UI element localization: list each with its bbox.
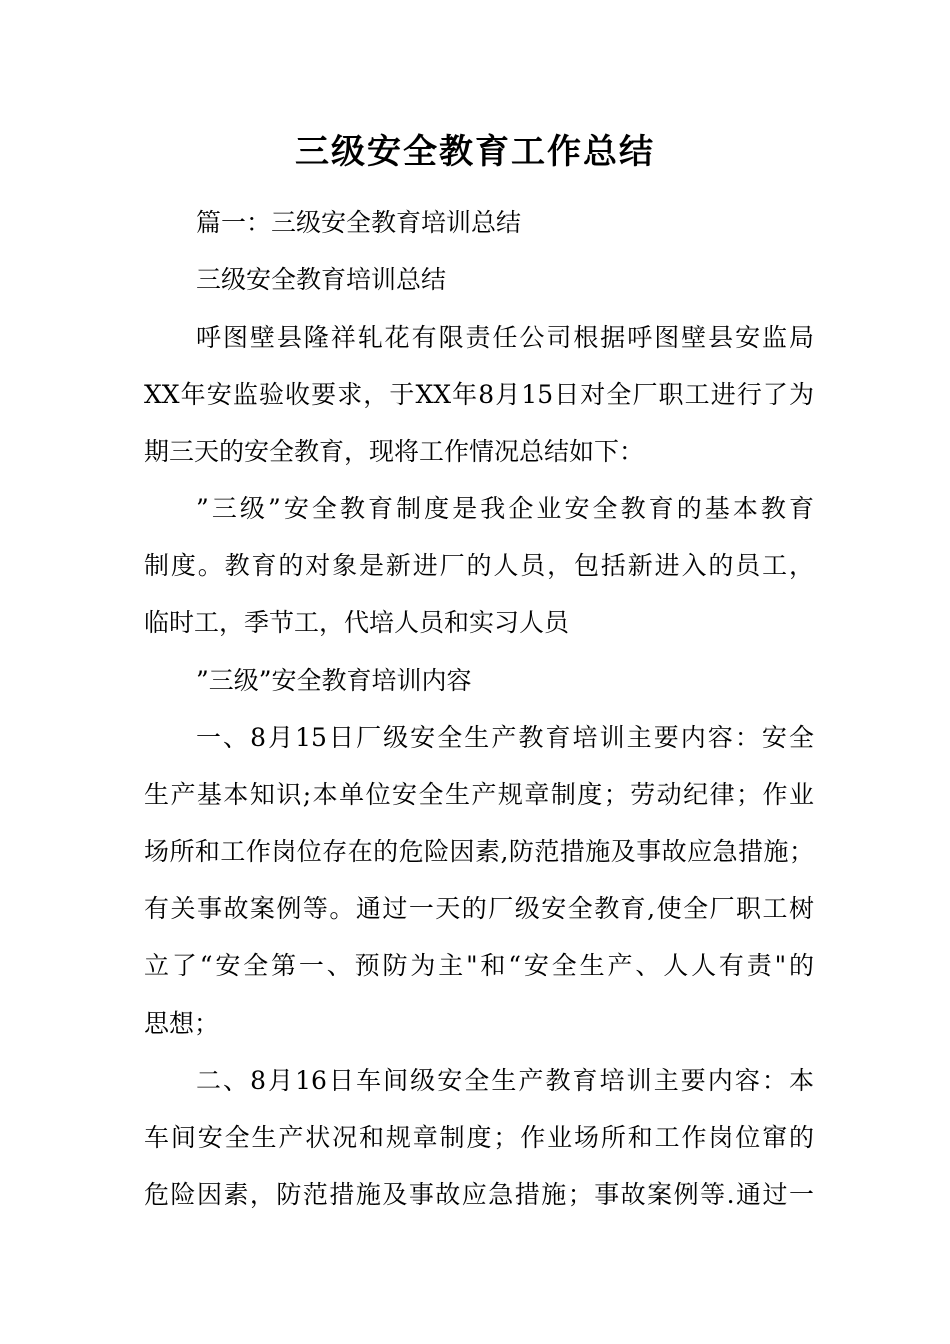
paragraph-4-line-1: 二、8月16日车间级安全生产教育培训主要内容：本 [196,1066,814,1095]
section-heading-1: 篇一：三级安全教育培训总结 [196,208,522,237]
paragraph-2-line-2: 制度。教育的对象是新进厂的人员，包括新进入的员工， [144,551,814,580]
subtitle: 三级安全教育培训总结 [196,265,447,294]
paragraph-3-line-1: 一、8月15日厂级安全生产教育培训主要内容：安全 [196,723,814,752]
paragraph-3-line-5: 立了“安全第一、预防为主"和“安全生产、人人有责"的 [144,951,814,980]
paragraph-1-line-3: 期三天的安全教育，现将工作情况总结如下： [144,437,645,466]
paragraph-3-line-2: 生产基本知识;本单位安全生产规章制度；劳动纪律；作业 [144,780,814,809]
paragraph-3-line-3: 场所和工作岗位存在的危险因素,防范措施及事故应急措施； [144,837,814,866]
paragraph-3-line-6: 思想； [144,1009,220,1038]
paragraph-1-line-1: 呼图壁县隆祥轧花有限责任公司根据呼图壁县安监局 [196,323,814,352]
paragraph-2-line-1: ”三级”安全教育制度是我企业安全教育的基本教育 [196,494,814,523]
document-title: 三级安全教育工作总结 [295,132,655,172]
paragraph-2-line-3: 临时工，季节工，代培人员和实习人员 [144,608,570,637]
paragraph-1-line-2: XX年安监验收要求，于XX年8月15日对全厂职工进行了为 [144,380,814,409]
paragraph-4-line-2: 车间安全生产状况和规章制度；作业场所和工作岗位窜的 [144,1123,814,1152]
section-heading-2: ”三级”安全教育培训内容 [196,666,472,695]
paragraph-3-line-4: 有关事故案例等。通过一天的厂级安全教育,使全厂职工树 [144,894,814,923]
paragraph-4-line-3: 危险因素，防范措施及事故应急措施；事故案例等.通过一 [144,1180,814,1209]
